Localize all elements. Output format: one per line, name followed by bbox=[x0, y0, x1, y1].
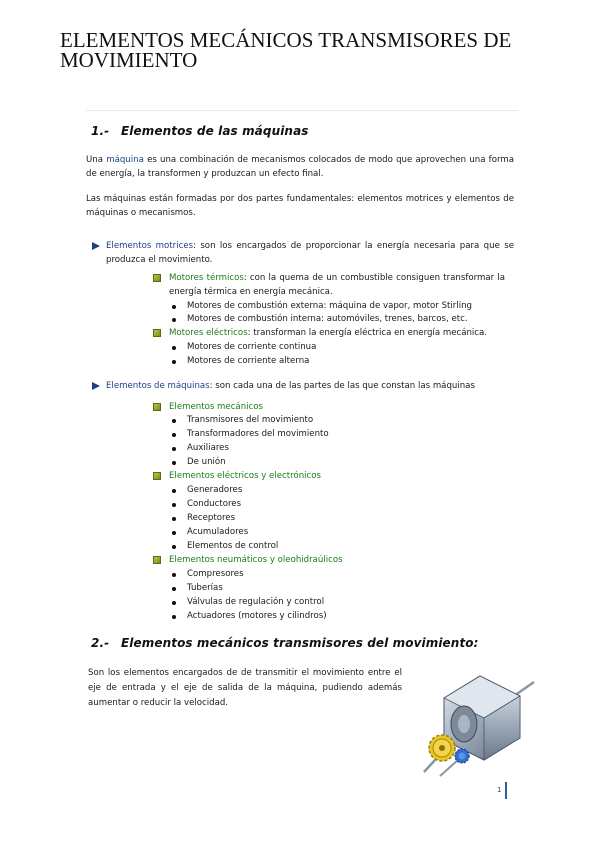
section-1-heading bbox=[91, 124, 309, 138]
olive-square-icon bbox=[153, 472, 161, 480]
black-dot-icon bbox=[172, 318, 176, 322]
list-item bbox=[172, 540, 512, 554]
list-item-text: Motores de corriente alterna bbox=[187, 356, 310, 366]
para-rest: es una combinación de mecanismos colocados de modo que aprovechen una forma de energía, la transformen y produzcan un efecto final. bbox=[86, 155, 514, 179]
term-elementos-motrices: Elementos motrices bbox=[106, 241, 194, 251]
black-dot-icon bbox=[172, 503, 176, 507]
list-item-text: De unión bbox=[187, 457, 226, 467]
list-item-motores-electricos bbox=[153, 327, 505, 341]
list-item-text: Auxiliares bbox=[187, 443, 229, 453]
document-title: ELEMENTOS MECÁNICOS TRANSMISORES DE MOVIMIENTO bbox=[60, 28, 512, 72]
list-item-text: Receptores bbox=[187, 513, 236, 523]
list-item bbox=[172, 596, 512, 610]
term-elementos-de-maquinas: Elementos de máquinas bbox=[106, 381, 210, 391]
black-dot-icon bbox=[172, 489, 176, 493]
list-item-motores-termicos bbox=[153, 272, 505, 299]
list-item bbox=[172, 526, 512, 540]
olive-square-icon bbox=[153, 329, 161, 337]
paragraph-partes: Las máquinas están formadas por dos partes fundamentales: elementos motrices y elementos de máquinas o mecanismos. bbox=[86, 194, 514, 218]
list-item-elementos-motrices bbox=[92, 240, 514, 267]
list-item-text: Tuberías bbox=[187, 583, 223, 593]
list-item bbox=[172, 414, 512, 428]
list-item-elementos-de-maquinas bbox=[92, 380, 514, 394]
black-dot-icon bbox=[172, 573, 176, 577]
group-label: Elementos eléctricos y electrónicos bbox=[169, 471, 321, 481]
list-item-text: Actuadores (motores y cilindros) bbox=[187, 611, 327, 621]
list-item-text: Acumuladores bbox=[187, 527, 249, 537]
maquinas-desc: : son cada una de las partes de las que constan las máquinas bbox=[209, 381, 475, 391]
list-item bbox=[172, 484, 512, 498]
black-dot-icon bbox=[172, 419, 176, 423]
list-item-text: Motores de combustión interna: automóviles, trenes, barcos, etc. bbox=[187, 314, 468, 324]
list-item-text: Elementos de control bbox=[187, 541, 279, 551]
list-item bbox=[172, 582, 512, 596]
list-item bbox=[172, 498, 512, 512]
term-motores-termicos: Motores térmicos bbox=[169, 273, 244, 283]
black-dot-icon bbox=[172, 517, 176, 521]
page-number-bar bbox=[505, 782, 507, 799]
electricos-desc: : transforman la energía eléctrica en energía mecánica. bbox=[247, 328, 488, 338]
motor-gear-image bbox=[410, 668, 538, 778]
list-item-elementos-mecanicos bbox=[153, 401, 505, 415]
triangle-right-icon bbox=[92, 242, 100, 250]
group-label: Elementos mecánicos bbox=[169, 402, 263, 412]
black-dot-icon bbox=[172, 433, 176, 437]
section-1-number: 1.- bbox=[91, 124, 110, 138]
term-motores-electricos: Motores eléctricos bbox=[169, 328, 248, 338]
list-item-text: Válvulas de regulación y control bbox=[187, 597, 325, 607]
list-item bbox=[172, 341, 512, 355]
list-item bbox=[172, 300, 512, 314]
black-dot-icon bbox=[172, 615, 176, 619]
olive-square-icon bbox=[153, 403, 161, 411]
para-lead: Una bbox=[86, 155, 107, 165]
paragraph-maquina bbox=[86, 154, 514, 181]
list-item bbox=[172, 610, 512, 624]
list-item-text: Generadores bbox=[187, 485, 243, 495]
list-item-text: Motores de corriente continua bbox=[187, 342, 317, 352]
list-item-text: Motores de combustión externa: máquina de vapor, motor Stirling bbox=[187, 301, 472, 311]
section-2-title: Elementos mecánicos transmisores del movimiento: bbox=[121, 636, 479, 650]
section-2-body: Son los elementos encargados de de transmitir el movimiento entre el eje de entrada y el eje de salida de la máquina, pudiendo además aumentar o reducir la velocidad. bbox=[88, 668, 402, 708]
list-item-elementos-neumaticos bbox=[153, 554, 505, 568]
black-dot-icon bbox=[172, 305, 176, 309]
section-2-number: 2.- bbox=[91, 636, 110, 650]
termicos-desc: : con la quema de un combustible consiguen transformar la energía térmica en energía mecánica. bbox=[169, 273, 505, 297]
motrices-desc: : son los encargados de proporcionar la energía necesaria para que se produzca el movimiento. bbox=[106, 241, 514, 265]
black-dot-icon bbox=[172, 346, 176, 350]
list-item-elementos-electricos bbox=[153, 470, 505, 484]
triangle-right-icon bbox=[92, 382, 100, 390]
list-item-text: Transformadores del movimiento bbox=[187, 429, 329, 439]
list-item bbox=[172, 355, 512, 369]
section-2-heading bbox=[91, 636, 479, 650]
page-number: 1 bbox=[497, 786, 502, 794]
olive-square-icon bbox=[153, 274, 161, 282]
black-dot-icon bbox=[172, 461, 176, 465]
list-item bbox=[172, 428, 512, 442]
black-dot-icon bbox=[172, 447, 176, 451]
list-item bbox=[172, 456, 512, 470]
olive-square-icon bbox=[153, 556, 161, 564]
list-item-text: Compresores bbox=[187, 569, 244, 579]
list-item-text: Conductores bbox=[187, 499, 242, 509]
header-divider bbox=[86, 110, 518, 111]
list-item bbox=[172, 442, 512, 456]
list-item-text: Transmisores del movimiento bbox=[187, 415, 314, 425]
black-dot-icon bbox=[172, 545, 176, 549]
list-item bbox=[172, 512, 512, 526]
group-label: Elementos neumáticos y oleohidraúlicos bbox=[169, 555, 343, 565]
section-1-title: Elementos de las máquinas bbox=[121, 124, 309, 138]
black-dot-icon bbox=[172, 587, 176, 591]
term-maquina: máquina bbox=[106, 155, 144, 165]
black-dot-icon bbox=[172, 360, 176, 364]
black-dot-icon bbox=[172, 531, 176, 535]
list-item bbox=[172, 313, 512, 327]
black-dot-icon bbox=[172, 601, 176, 605]
list-item bbox=[172, 568, 512, 582]
